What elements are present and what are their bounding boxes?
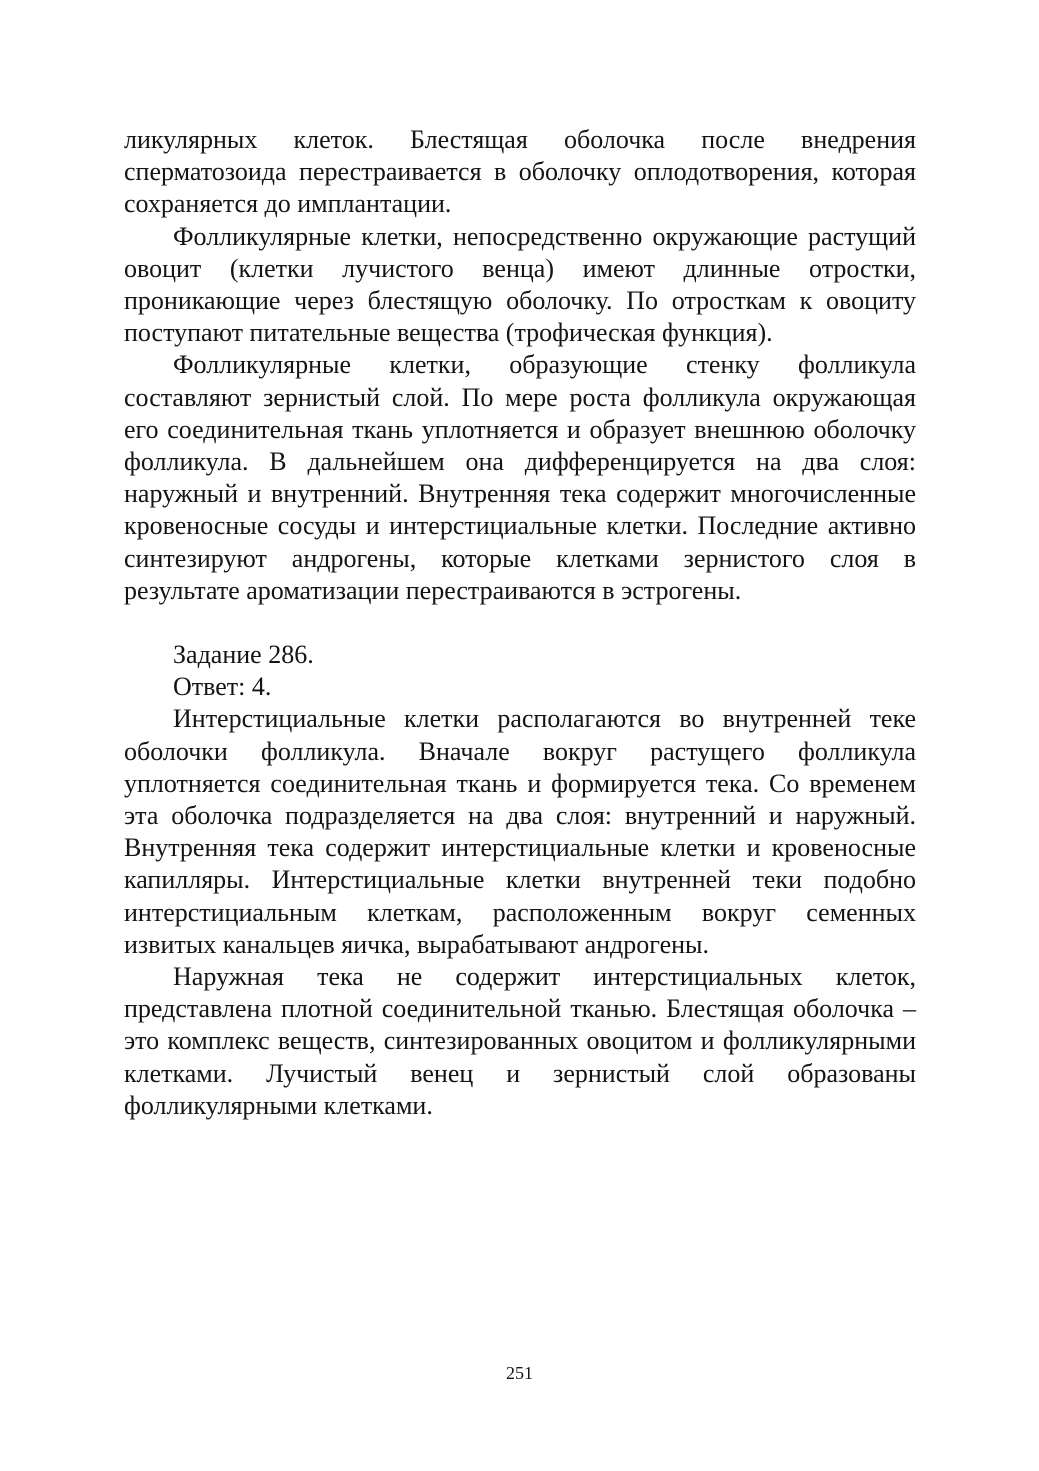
page-number: 251 [506, 1363, 533, 1383]
paragraph-follicular-cells-processes: Фолликулярные клетки, непосредственно окружающие растущий овоцит (клетки лучистого венца) имеют длинные отростки, проникающие через блестящую оболочку. По отросткам к овоциту поступают питательные вещества (трофическая функция). [124, 221, 916, 348]
answer-label: Ответ: 4. [173, 672, 272, 702]
paragraph-continuation: ликулярных клеток. Блестящая оболочка после внедрения сперматозоида перестраивается в оболочку оплодотворения, которая сохраняется до имплантации. [124, 125, 916, 219]
paragraph-interstitial-cells: Интерстициальные клетки располагаются во внутренней теке оболочки фолликула. Вначале вокруг растущего фолликула уплотняется соединительная ткань и формируется тека. Со временем эта оболочка подразделяется на два слоя: внутренний и наружный. Внутренняя тека содержит интерстициальные клетки и кровеносные капилляры. Интерстициальные клетки внутренней теки подобно интерстициальным клеткам, расположенным вокруг семенных извитых канальцев яичка, вырабатывают андрогены. [124, 704, 916, 959]
section-gap [124, 607, 916, 639]
page-content [124, 124, 916, 1122]
paragraph-granular-layer: Фолликулярные клетки, образующие стенку фолликула составляют зернистый слой. По мере роста фолликула окружающая его соединительная ткань уплотняется и образует внешнюю оболочку фолликула. В дальнейшем она дифференцируется на два слоя: наружный и внутренний. Внутренняя тека содержит многочисленные кровеносные сосуды и интерстициальные клетки. Последние активно синтезируют андрогены, которые клетками зернистого слоя в результате ароматизации перестраиваются в эстрогены. [124, 350, 916, 605]
task-label: Задание 286. [173, 640, 314, 670]
paragraph-outer-theca: Наружная тека не содержит интерстициальных клеток, представлена плотной соединительной тканью. Блестящая оболочка – это комплекс веществ, синтезированных овоцитом и фолликулярными клетками. Лучистый венец и зернистый слой образованы фолликулярными клетками. [124, 962, 916, 1120]
